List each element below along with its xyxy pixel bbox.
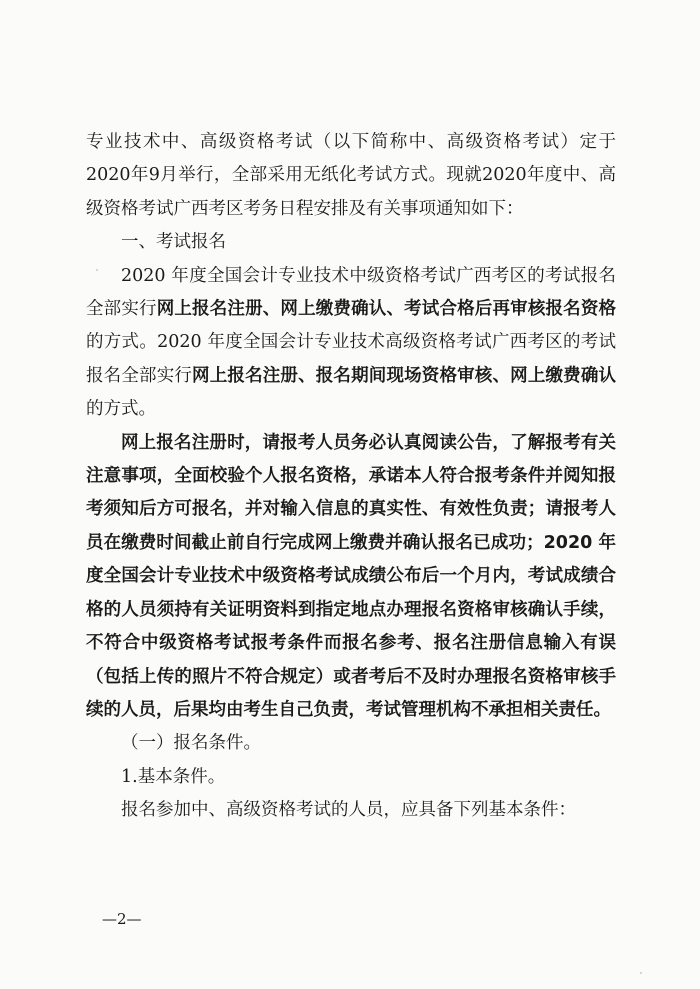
scan-speck bbox=[96, 269, 98, 271]
registration-emphasis-1: 网上报名注册、网上缴费确认、考试合格后再审核报名资格 bbox=[156, 299, 617, 320]
registration-text-3: 的方式。 bbox=[86, 399, 156, 420]
scan-speck bbox=[640, 972, 642, 974]
subsection-heading-conditions: （一）报名条件。 bbox=[121, 733, 261, 754]
section-heading-registration: 一、考试报名 bbox=[121, 232, 226, 253]
subsection-heading-basic-conditions: 1.基本条件。 bbox=[121, 766, 226, 787]
registration-text-1: 2020 年度全国会计专业技术中级资格考试广西考区的考试报名全部实行 bbox=[86, 265, 616, 320]
registration-emphasis-2: 网上报名注册、报名期间现场资格审核、网上缴费确认 bbox=[192, 365, 617, 386]
basic-conditions-paragraph: 报名参加中、高级资格考试的人员，应具备下列基本条件： bbox=[121, 800, 576, 821]
registration-notice-paragraph: 网上报名注册时，请报考人员务必认真阅读公告，了解报考有关注意事项，全面校验个人报名资格，承诺本人符合报考条件并阅知报考须知后方可报名，并对输入信息的真实性、有效性负责；请报考人员在缴费时间截止前自行完成网上缴费并确认报名已成功；2020 年度全国会计专业技术中级资格考试成绩公布后一个月内，考试成绩合格的人员须持有关证明资料到指定地点办理报名资格审核确认手续，不符合中级资格考试报考条件而报名参考、报名注册信息输入有误（包括上传的照片不符合规定）或者考后不及时办理报名资格审核手续的人员，后果均由考生自己负责，考试管理机构不承担相关责任。 bbox=[86, 432, 616, 720]
intro-paragraph: 专业技术中、高级资格考试（以下简称中、高级资格考试）定于2020年9月举行，全部采用无纸化考试方式。现就2020年度中、高级资格考试广西考区考务日程安排及有关事项通知如下： bbox=[86, 132, 616, 219]
registration-method-paragraph bbox=[86, 260, 616, 427]
document-body bbox=[86, 126, 616, 828]
page-number: —2— bbox=[102, 910, 142, 928]
registration-text-2: 的方式。2020 年度全国会计专业技术高级资格考试广西考区的考试报名全部实行 bbox=[86, 332, 616, 386]
